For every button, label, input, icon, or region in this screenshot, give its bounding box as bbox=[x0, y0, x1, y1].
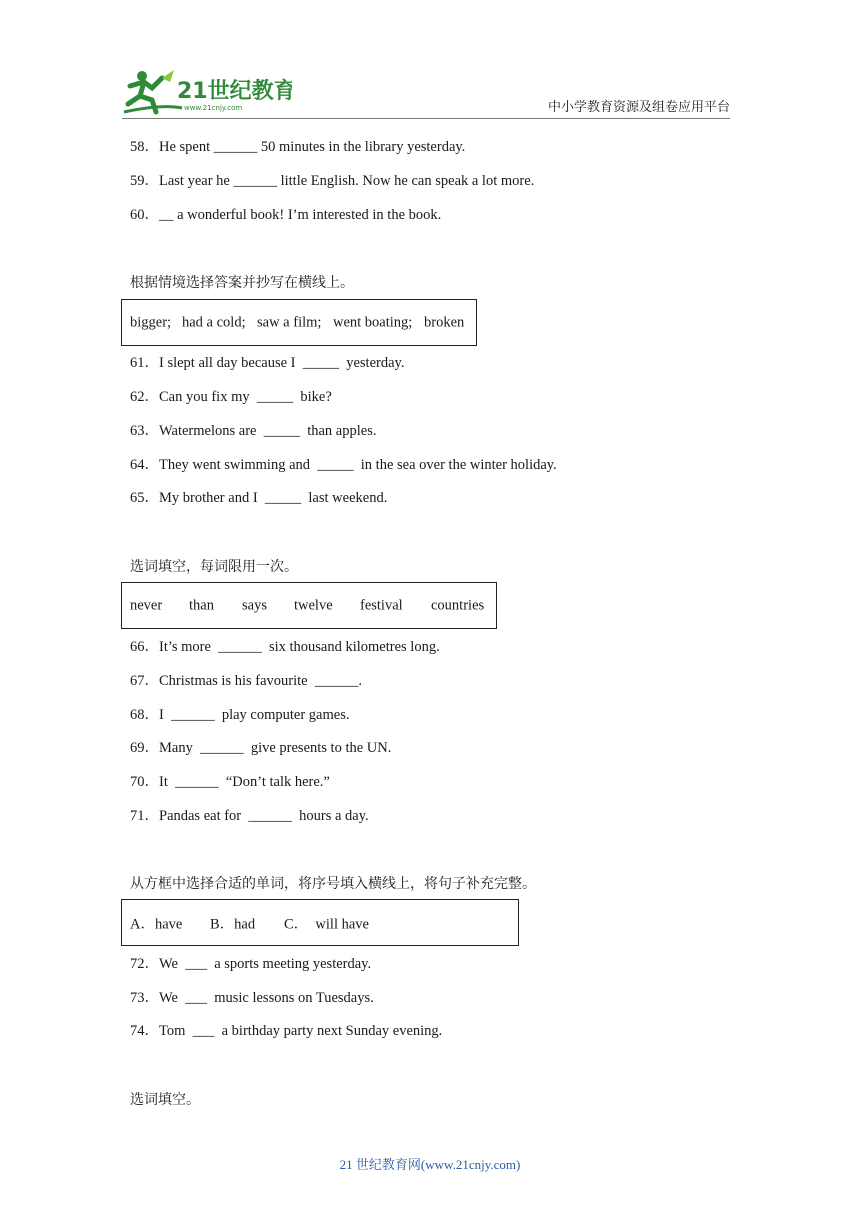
question-62: 62．Can you fix my _____ bike? bbox=[130, 389, 332, 405]
word-option: festival bbox=[360, 597, 403, 613]
question-58: 58．He spent ______ 50 minutes in the library yesterday. bbox=[130, 139, 466, 155]
runner-logo-icon bbox=[122, 68, 292, 116]
header-divider bbox=[122, 118, 730, 119]
option-c: C． will have bbox=[284, 916, 369, 932]
question-74: 74．Tom ___ a birthday party next Sunday evening. bbox=[130, 1023, 443, 1039]
word-option: than bbox=[189, 597, 214, 613]
word-option: had a cold; bbox=[182, 314, 246, 330]
instruction-group2: 根据情境选择答案并抄写在横线上。 bbox=[130, 275, 354, 291]
instruction-group3: 选词填空，每词限用一次。 bbox=[130, 559, 298, 575]
question-71: 71．Pandas eat for ______ hours a day. bbox=[130, 808, 369, 824]
question-70: 70．It ______ “Don’t talk here.” bbox=[130, 774, 330, 790]
question-65: 65．My brother and I _____ last weekend. bbox=[130, 490, 388, 506]
question-60: 60．__ a wonderful book! I’m interested in the book. bbox=[130, 207, 442, 223]
question-67: 67．Christmas is his favourite ______. bbox=[130, 673, 362, 689]
question-73: 73．We ___ music lessons on Tuesdays. bbox=[130, 990, 374, 1006]
option-b: B．had bbox=[210, 916, 256, 932]
question-69: 69．Many ______ give presents to the UN. bbox=[130, 740, 392, 756]
logo bbox=[122, 68, 292, 116]
svg-text:21世纪教育: 21世纪教育 bbox=[177, 79, 292, 104]
option-a: A．have bbox=[130, 916, 183, 932]
page-footer: 21 世纪教育网(www.21cnjy.com) bbox=[339, 1157, 521, 1172]
word-option: countries bbox=[431, 597, 485, 613]
word-option: twelve bbox=[294, 597, 333, 613]
svg-text:www.21cnjy.com: www.21cnjy.com bbox=[184, 104, 243, 112]
word-option: never bbox=[130, 597, 163, 613]
question-72: 72．We ___ a sports meeting yesterday. bbox=[130, 956, 372, 972]
instruction-group5: 选词填空。 bbox=[130, 1092, 200, 1108]
question-61: 61．I slept all day because I _____ yesterday. bbox=[130, 355, 405, 371]
option-box-group4 bbox=[121, 899, 519, 946]
question-66: 66．It’s more ______ six thousand kilometres long. bbox=[130, 639, 440, 655]
question-63: 63．Watermelons are _____ than apples. bbox=[130, 423, 377, 439]
page-header bbox=[0, 0, 860, 125]
question-64: 64．They went swimming and _____ in the sea over the winter holiday. bbox=[130, 457, 557, 473]
question-59: 59．Last year he ______ little English. Now he can speak a lot more. bbox=[130, 173, 535, 189]
word-option: says bbox=[242, 597, 267, 613]
platform-name: 中小学教育资源及组卷应用平台 bbox=[547, 100, 730, 115]
word-option: saw a film; bbox=[257, 314, 322, 330]
word-option: bigger; bbox=[130, 314, 172, 330]
instruction-group4: 从方框中选择合适的单词，将序号填入横线上，将句子补充完整。 bbox=[130, 876, 536, 892]
question-68: 68．I ______ play computer games. bbox=[130, 707, 350, 723]
word-box-group3 bbox=[121, 582, 497, 629]
word-box-group2 bbox=[121, 299, 477, 346]
word-option: went boating; bbox=[333, 314, 413, 330]
word-option: broken bbox=[424, 314, 465, 330]
